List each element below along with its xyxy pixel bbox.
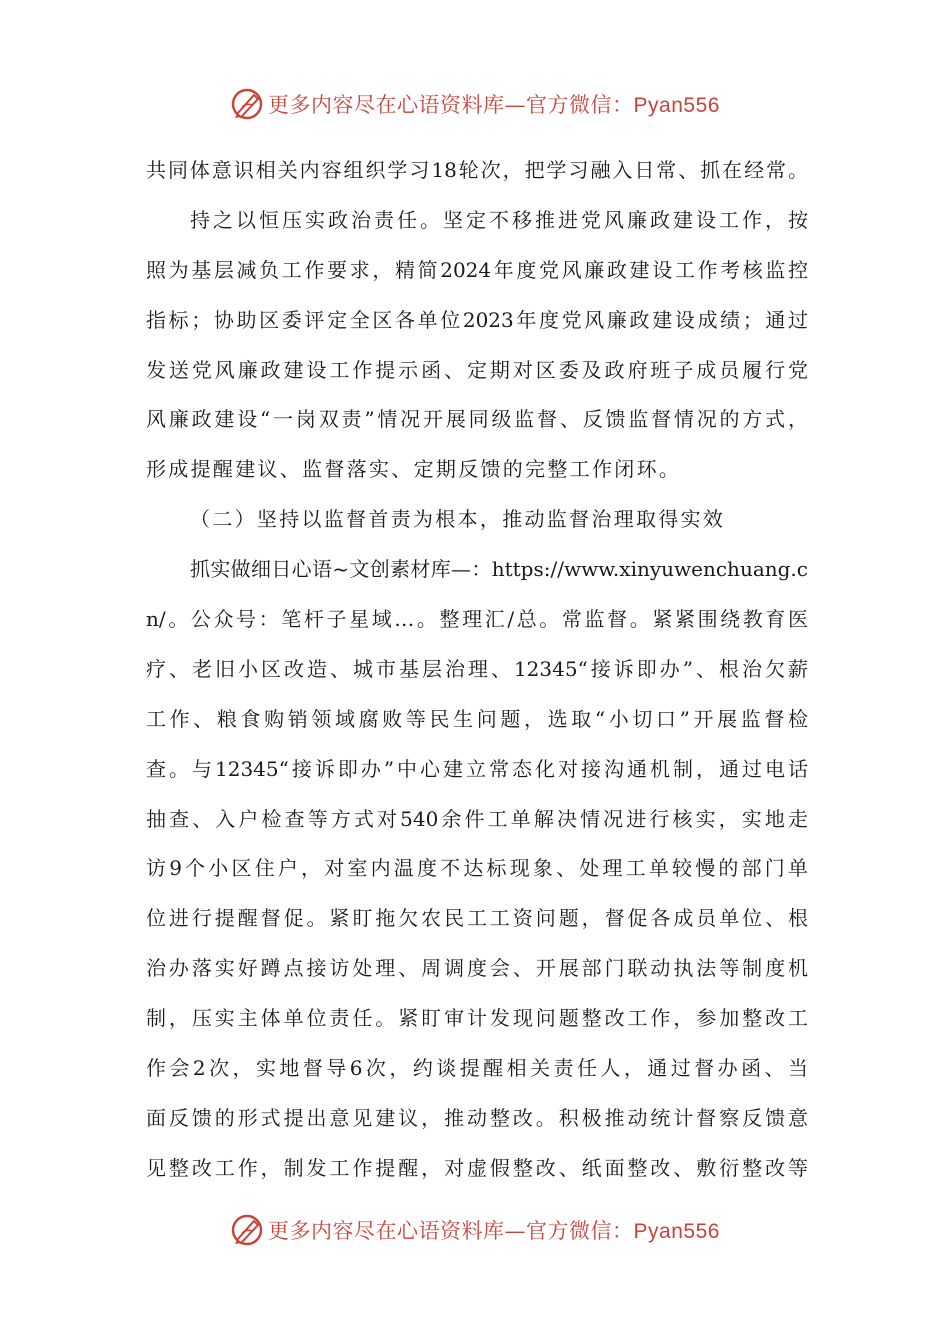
text-line: 风廉政建设“一岗双责”情况开展同级监督、反馈监督情况的方式， [146,407,808,432]
text-line: 抽查、入户检查等方式对540余件工单解决情况进行核实，实地走 [146,806,808,831]
wechat-id: Pyan556 [633,1220,720,1243]
text-line: 见整改工作，制发工作提醒，对虚假整改、纸面整改、敷衍整改等 [146,1155,808,1180]
text-line: 疗、老旧小区改造、城市基层治理、12345“接诉即办”、根治欠薪 [146,656,808,681]
banner-text: 更多内容尽在心语资料库—官方微信：Pyan556 [268,93,720,117]
paragraph-first-line: 抓实做细日心语~文创素材库—：https://www.xinyuwenchuang.c [190,557,808,582]
paragraph-first-line: 持之以恒压实政治责任。坚定不移推进党风廉政建设工作，按 [190,207,808,232]
text-line: 位进行提醒督促。紧盯拖欠农民工工资问题，督促各成员单位、根 [146,906,808,931]
text-line: 治办落实好蹲点接访处理、周调度会、开展部门联动执法等制度机 [146,956,808,981]
document-body [146,146,808,1194]
text-line: 照为基层减负工作要求，精简2024年度党风廉政建设工作考核监控 [146,257,808,282]
text-line: 发送党风廉政建设工作提示函、定期对区委及政府班子成员履行党 [146,357,808,382]
text-line: 面反馈的形式提出意见建议，推动整改。积极推动统计督察反馈意 [146,1105,808,1130]
text-line: 访9个小区住户，对室内温度不达标现象、处理工单较慢的部门单 [146,856,808,881]
pen-logo-icon [230,87,264,121]
wechat-id: Pyan556 [633,94,720,117]
text-line: n/。公众号：笔杆子星域…。整理汇/总。常监督。紧紧围绕教育医 [146,607,808,632]
text-line: 形成提醒建议、监督落实、定期反馈的完整工作闭环。 [146,457,682,482]
text-line: 共同体意识相关内容组织学习18轮次，把学习融入日常、抓在经常。 [146,158,808,182]
footer-watermark-banner [0,1210,950,1250]
text-line: 查。与12345“接诉即办”中心建立常态化对接沟通机制，通过电话 [146,756,808,781]
text-line: 工作、粮食购销领域腐败等民生问题，选取“小切口”开展监督检 [146,706,808,731]
text-line: 指标；协助区委评定全区各单位2023年度党风廉政建设成绩；通过 [146,307,808,332]
pen-logo-icon [230,1213,264,1247]
text-line: 制，压实主体单位责任。紧盯审计发现问题整改工作，参加整改工 [146,1006,808,1031]
section-heading: （二）坚持以监督首责为根本，推动监督治理取得实效 [190,507,726,532]
banner-text: 更多内容尽在心语资料库—官方微信：Pyan556 [268,1219,720,1243]
text-line: 作会2次，实地督导6次，约谈提醒相关责任人，通过督办函、当 [146,1056,808,1081]
header-watermark-banner [0,84,950,124]
